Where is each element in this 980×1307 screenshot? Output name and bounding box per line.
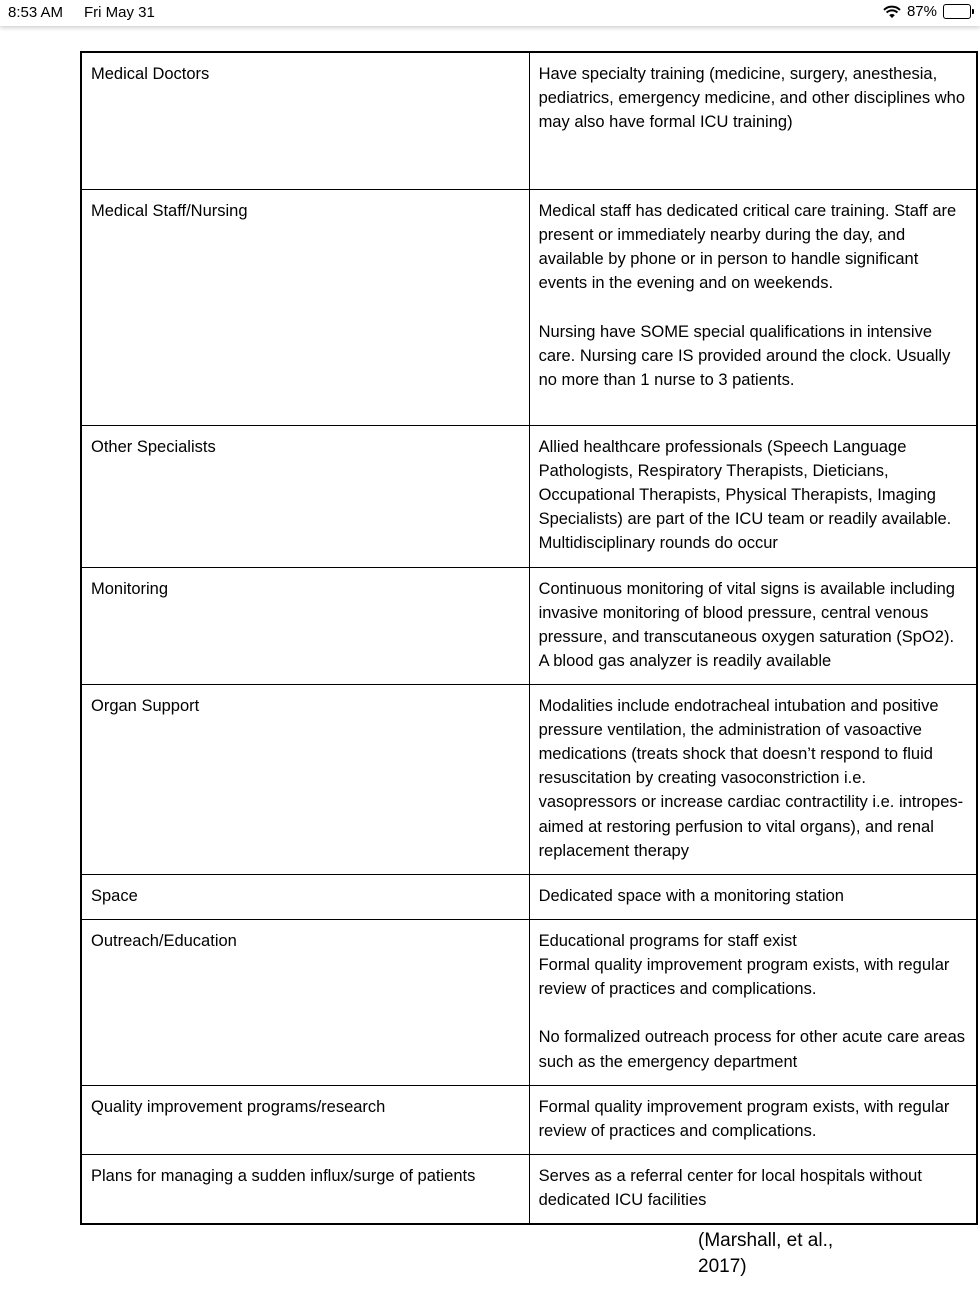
- row-label: Organ Support: [81, 684, 529, 874]
- icu-criteria-table: [80, 51, 978, 1225]
- row-label: Monitoring: [81, 567, 529, 684]
- row-label: Plans for managing a sudden influx/surge of patients: [81, 1154, 529, 1224]
- table-row: [81, 684, 977, 874]
- row-label: Quality improvement programs/research: [81, 1085, 529, 1154]
- row-label: Space: [81, 874, 529, 919]
- citation: (Marshall, et al., 2017): [698, 1230, 834, 1277]
- row-label: Medical Doctors: [81, 52, 529, 189]
- row-description: Modalities include endotracheal intubation and positive pressure ventilation, the administration of vasoactive medications (treats shock that doesn’t respond to fluid resuscitation by creating vasoconstriction i.e. vasopressors or increase cardiac contractility i.e. intropes- aimed at restoring perfusion to vital organs), and renal replacement therapy: [529, 684, 977, 874]
- row-description: Dedicated space with a monitoring station: [529, 874, 977, 919]
- table-row: [81, 1085, 977, 1154]
- row-label: Outreach/Education: [81, 919, 529, 1085]
- status-date: Fri May 31: [84, 4, 155, 21]
- status-bar: [0, 0, 980, 26]
- row-label: Medical Staff/Nursing: [81, 189, 529, 425]
- battery-percentage: 87%: [906, 3, 937, 20]
- row-description: Continuous monitoring of vital signs is available including invasive monitoring of blood pressure, central venous pressure, and transcutaneous oxygen saturation (SpO2). A blood gas analyzer is readily available: [529, 567, 977, 684]
- status-right: [883, 3, 974, 20]
- row-label: Other Specialists: [81, 425, 529, 567]
- table-row: [81, 425, 977, 567]
- table-row: [81, 1154, 977, 1224]
- table-row: [81, 189, 977, 425]
- row-description: Educational programs for staff exist Formal quality improvement program exists, with regular review of practices and complications. No formalized outreach process for other acute care areas such as the emergency department: [529, 919, 977, 1085]
- table-row: [81, 52, 977, 189]
- status-time: 8:53 AM: [8, 4, 64, 21]
- row-description: Allied healthcare professionals (Speech Language Pathologists, Respiratory Therapists, Dieticians, Occupational Therapists, Physical Therapists, Imaging Specialists) are part of the ICU team or readily available. Multidisciplinary rounds do occur: [529, 425, 977, 567]
- row-description: Have specialty training (medicine, surgery, anesthesia, pediatrics, emergency medicine, and other disciplines who may also have formal ICU training): [529, 52, 977, 189]
- row-description: Serves as a referral center for local hospitals without dedicated ICU facilities: [529, 1154, 977, 1224]
- table-row: [81, 567, 977, 684]
- table-row: [81, 874, 977, 919]
- battery-icon: [943, 4, 974, 19]
- wifi-icon: [883, 5, 901, 19]
- row-description: Formal quality improvement program exists, with regular review of practices and complications.: [529, 1085, 977, 1154]
- table-row: [81, 919, 977, 1085]
- row-description: Medical staff has dedicated critical care training. Staff are present or immediately nearby during the day, and available by phone or in person to handle significant events in the evening and on weekends. Nursing have SOME special qualifications in intensive care. Nursing care IS provided around the clock. Usually no more than 1 nurse to 3 patients.: [529, 189, 977, 425]
